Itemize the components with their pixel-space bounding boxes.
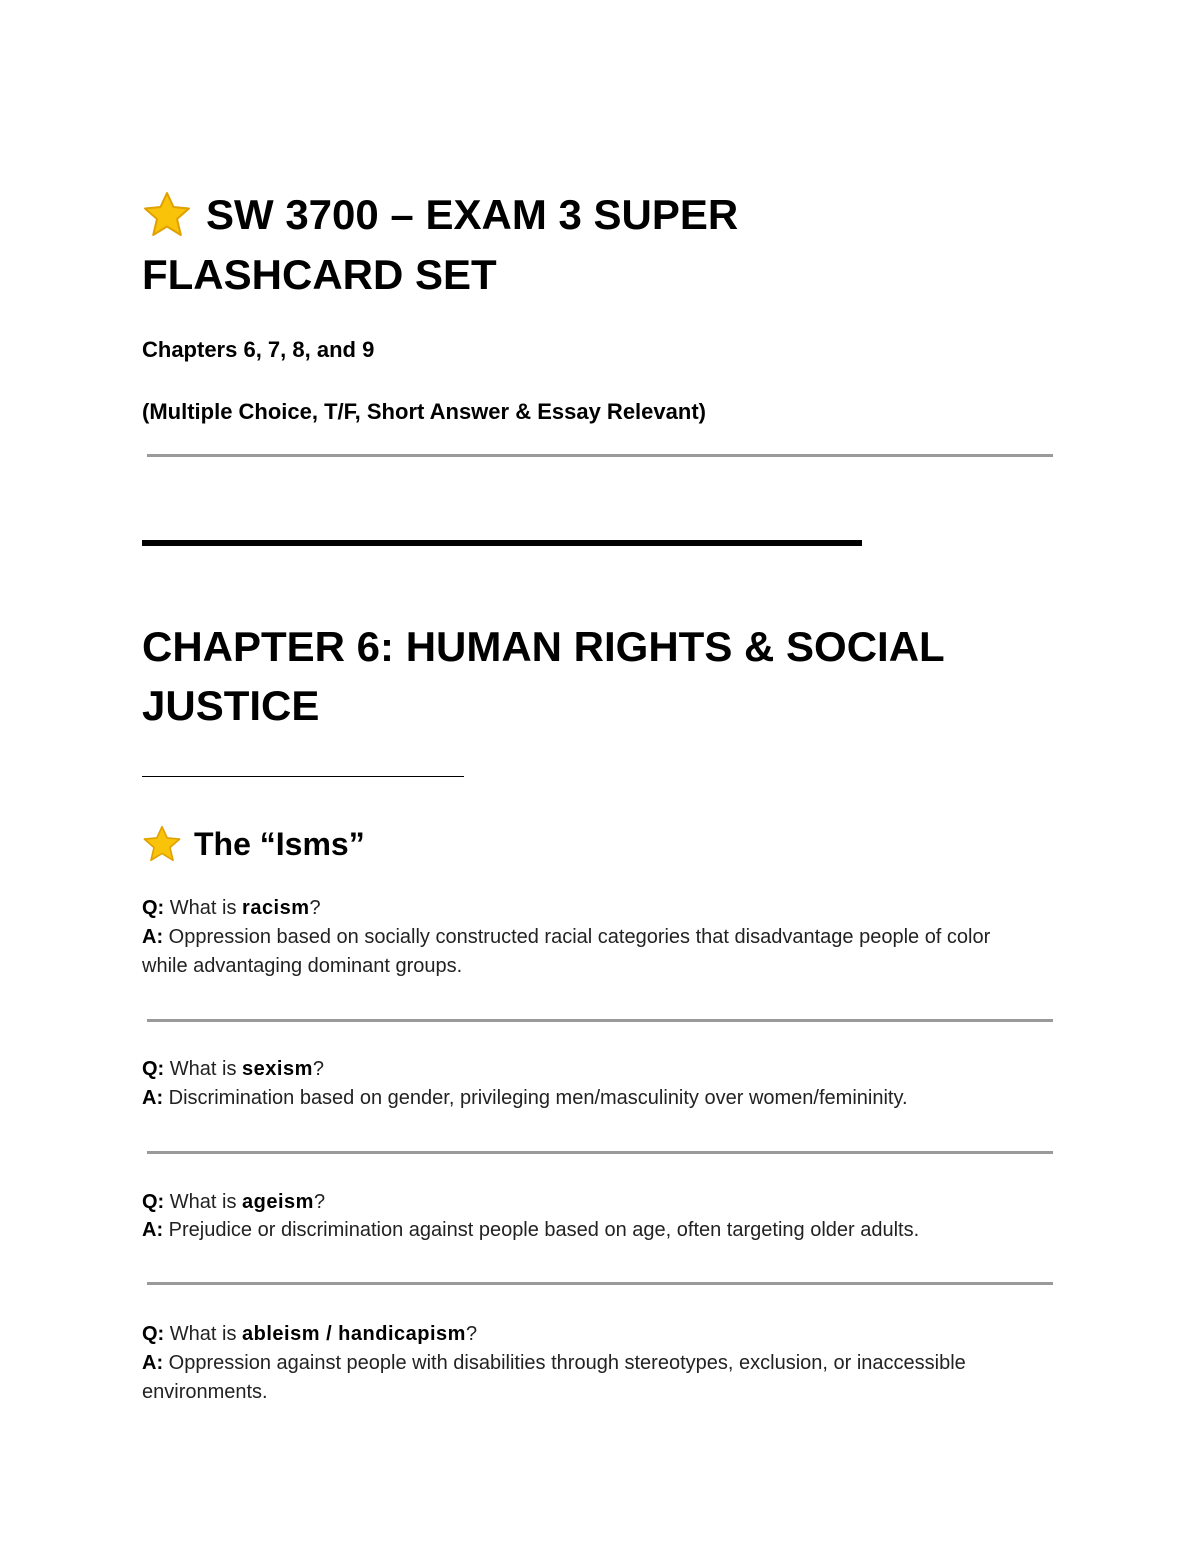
flashcard-answer: A: Discrimination based on gender, privileging men/masculinity over women/femininity.: [142, 1087, 908, 1109]
horizontal-divider: [147, 1019, 1053, 1022]
flashcard-answer-continued: while advantaging dominant groups.: [142, 955, 463, 977]
flashcard-answer-continued: environments.: [142, 1381, 268, 1403]
thick-divider: [142, 540, 862, 546]
flashcard-answer: A: Prejudice or discrimination against people based on age, often targeting older adults.: [142, 1219, 920, 1241]
title-line-2: FLASHCARD SET: [142, 251, 497, 298]
term: racism: [242, 897, 310, 919]
star-icon: [142, 825, 182, 862]
subtitle-question-types: (Multiple Choice, T/F, Short Answer & Essay Relevant): [142, 399, 706, 424]
flashcard-question: Q: What is ageism?: [142, 1191, 326, 1213]
flashcard-answer: A: Oppression against people with disabilities through stereotypes, exclusion, or inaccessible: [142, 1352, 966, 1374]
term: ageism: [242, 1191, 314, 1213]
flashcard-question: Q: What is racism?: [142, 897, 321, 919]
horizontal-divider: [147, 1282, 1053, 1285]
flashcard-answer: A: Oppression based on socially constructed racial categories that disadvantage people of color: [142, 926, 991, 948]
section-heading: [142, 826, 365, 865]
document-title: [142, 186, 738, 244]
term: ableism / handicapism: [242, 1323, 466, 1345]
flashcard-question: Q: What is sexism?: [142, 1058, 324, 1080]
horizontal-divider: [147, 454, 1053, 457]
chapter-heading-line-2: JUSTICE: [142, 682, 320, 729]
horizontal-divider: [147, 1151, 1053, 1154]
subtitle-chapters: Chapters 6, 7, 8, and 9: [142, 337, 375, 362]
star-icon: [142, 191, 192, 237]
chapter-heading: CHAPTER 6: HUMAN RIGHTS & SOCIAL: [142, 623, 945, 670]
flashcard-question: Q: What is ableism / handicapism?: [142, 1323, 478, 1345]
term: sexism: [242, 1058, 313, 1080]
section-heading-text: The “Isms”: [194, 826, 365, 862]
title-line-1: SW 3700 – EXAM 3 SUPER: [206, 191, 739, 238]
short-divider: [142, 776, 464, 777]
